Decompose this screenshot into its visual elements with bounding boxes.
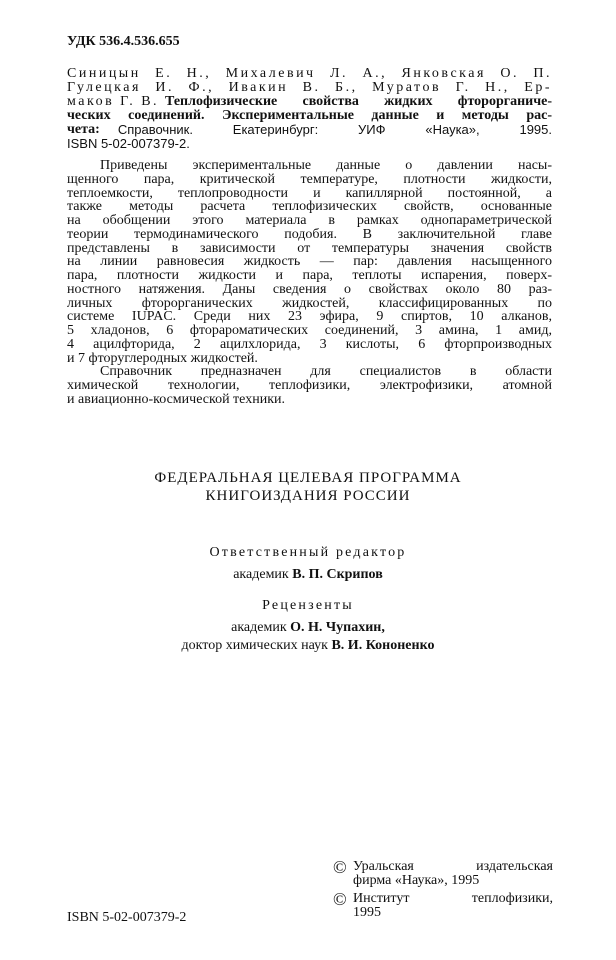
citation-publisher: Справочник. Екатеринбург: УИФ «Наука», 1995. (117, 122, 552, 137)
citation-author: маков Г. В. (67, 94, 160, 109)
abstract-line: теплоемкости, теплопроводности и капиллярной постоянной, а (67, 185, 552, 201)
editor-heading: Ответственный редактор (209, 545, 407, 560)
copyright-block (333, 857, 553, 888)
citation-line: Синицын Е. Н., Михалевич Л. А., Янковская О. П. (67, 66, 552, 81)
citation-title: ческих соединений. Экспериментальные данные и методы рас- (67, 108, 552, 123)
copyright-block (333, 889, 553, 920)
abstract-line: пара, плотности жидкости и пара, теплоты испарения, поверх- (67, 268, 552, 283)
copyright-icon: © (333, 857, 347, 877)
abstract-line: личных фторорганических жидкостей, классифицированных по (67, 295, 552, 311)
abstract-line: Справочник предназначен для специалистов в области (100, 364, 552, 380)
abstract-line: химической технологии, теплофизики, электрофизики, атомной (67, 378, 552, 393)
abstract-line: щенного пара, критической температуре, плотности жидкости, (67, 171, 552, 187)
abstract-line: 4 ацилфторида, 2 ацилхлорида, 3 кислоты, 6 фторпроизводных (67, 336, 552, 352)
reviewers-heading: Рецензенты (262, 598, 354, 613)
program-line: КНИГОИЗДАНИЯ РОССИИ (205, 488, 411, 504)
citation-title: чета: (67, 122, 100, 137)
editor-title: академик (233, 567, 289, 582)
abstract-line: ностного натяжения. Даны сведения о свойствах около 80 раз- (67, 281, 552, 297)
abstract-line: и авиационно-космической техники. (67, 391, 285, 407)
citation-isbn: ISBN 5-02-007379-2. (67, 136, 190, 151)
copyright-line: Уральская издательская (353, 859, 553, 874)
udc-code: УДК 536.4.536.655 (67, 34, 180, 49)
abstract-line: системе IUPAC. Среди них 23 эфира, 9 спиртов, 10 алканов, (67, 309, 552, 325)
copyright-icon: © (333, 889, 347, 909)
abstract-line: и 7 фторуглеродных жидкостей. (67, 350, 258, 366)
abstract-line: на линии равновесия жидкость — пар: давления насыщенного (67, 254, 552, 270)
abstract-line: теории термодинамического подобия. В заключительной главе (67, 226, 552, 242)
copyright-line: фирма «Наука», 1995 (353, 873, 480, 888)
abstract-line: на обобщении этого материала в рамках однопараметрической (67, 213, 552, 228)
copyright-line: 1995 (353, 905, 381, 920)
citation-title: Теплофизические свойства жидких фторорганиче- (165, 94, 552, 109)
abstract-line: 5 хладонов, 6 фторароматических соединений, 3 амина, 1 амид, (67, 323, 552, 338)
reviewer-title: доктор химических наук (181, 638, 328, 653)
abstract-line: Приведены экспериментальные данные о давлении насы- (100, 158, 552, 173)
abstract-line: также методы расчета теплофизических свойств, основанные (67, 199, 552, 215)
abstract-line: представлены в зависимости от температуры значения свойств (67, 240, 552, 256)
reviewer-name: В. И. Кононенко (331, 638, 435, 653)
copyright-line: Институт теплофизики, (353, 891, 553, 906)
citation-line: Гулецкая И. Ф., Ивакин В. Б., Муратов Г. Н., Ер- (67, 80, 552, 95)
editor-name: В. П. Скрипов (292, 567, 383, 582)
isbn-bottom: ISBN 5-02-007379-2 (67, 910, 187, 925)
reviewer-title: академик (231, 620, 287, 635)
program-line: ФЕДЕРАЛЬНАЯ ЦЕЛЕВАЯ ПРОГРАММА (154, 470, 462, 486)
reviewer-name: О. Н. Чупахин, (290, 620, 385, 635)
